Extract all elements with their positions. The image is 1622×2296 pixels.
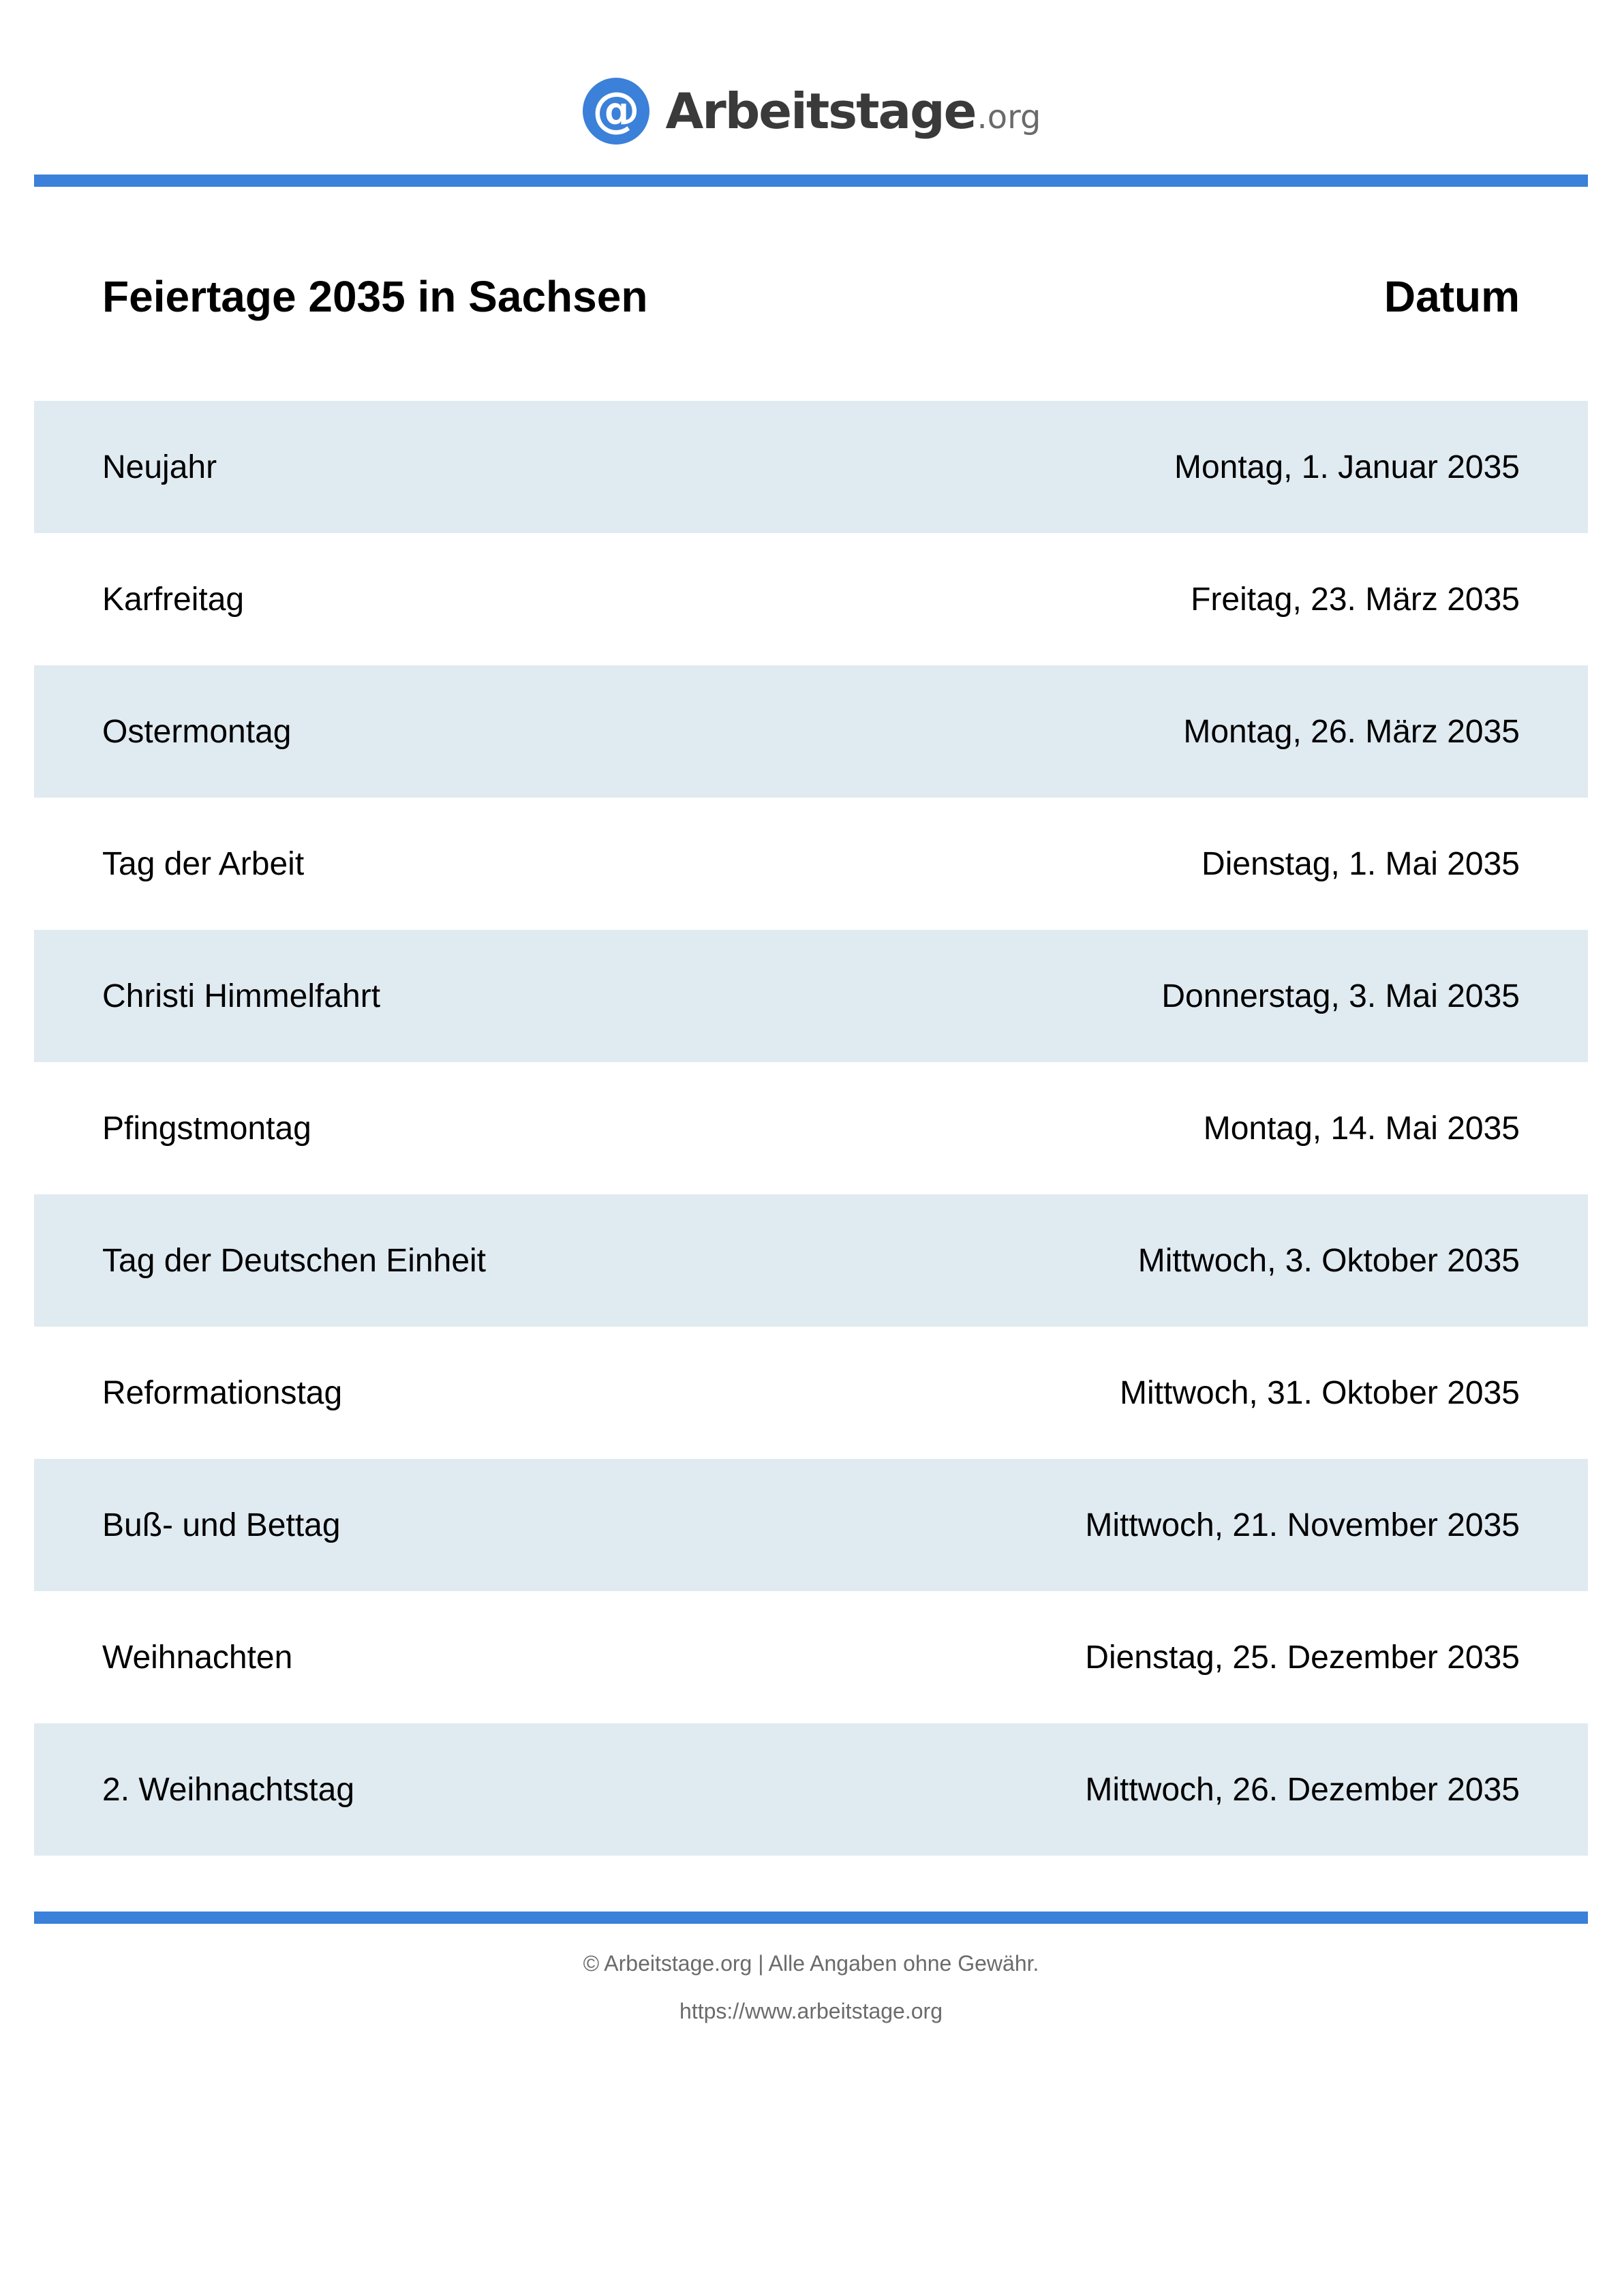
table-row bbox=[34, 798, 1588, 930]
footer-copyright: © Arbeitstage.org | Alle Angaben ohne Gewähr. bbox=[583, 1951, 1039, 1976]
table-row bbox=[34, 665, 1588, 798]
table-row bbox=[34, 1062, 1588, 1194]
holiday-date: Freitag, 23. März 2035 bbox=[1191, 581, 1520, 618]
holiday-date: Montag, 14. Mai 2035 bbox=[1203, 1110, 1520, 1147]
holiday-name: Weihnachten bbox=[102, 1639, 293, 1676]
holiday-name: Reformationstag bbox=[102, 1374, 343, 1411]
bottom-divider bbox=[34, 1912, 1588, 1924]
logo-lockup bbox=[581, 76, 1041, 146]
top-divider bbox=[34, 175, 1588, 187]
holiday-date: Dienstag, 25. Dezember 2035 bbox=[1085, 1639, 1520, 1676]
site-logo bbox=[0, 74, 1622, 149]
page-title: Feiertage 2035 in Sachsen bbox=[102, 272, 648, 321]
table-row bbox=[34, 401, 1588, 533]
logo-tld: .org bbox=[977, 98, 1041, 136]
holiday-name: Tag der Deutschen Einheit bbox=[102, 1242, 487, 1279]
holiday-date: Mittwoch, 3. Oktober 2035 bbox=[1137, 1242, 1520, 1279]
holiday-name: Neujahr bbox=[102, 449, 217, 485]
footer-url[interactable]: https://www.arbeitstage.org bbox=[679, 1999, 943, 2023]
table-row bbox=[34, 1327, 1588, 1459]
table-row bbox=[34, 1459, 1588, 1591]
holiday-name: 2. Weihnachtstag bbox=[102, 1771, 355, 1808]
holiday-name: Buß- und Bettag bbox=[102, 1507, 341, 1543]
holiday-name: Karfreitag bbox=[102, 581, 245, 618]
holiday-date: Montag, 26. März 2035 bbox=[1183, 713, 1520, 750]
logo-wordmark bbox=[665, 82, 1041, 140]
holiday-name: Pfingstmontag bbox=[102, 1110, 311, 1147]
holiday-date: Mittwoch, 21. November 2035 bbox=[1085, 1507, 1520, 1543]
table-row bbox=[34, 1194, 1588, 1327]
holiday-name: Tag der Arbeit bbox=[102, 845, 305, 882]
at-sign-icon bbox=[581, 76, 651, 146]
holiday-table bbox=[34, 401, 1588, 1856]
logo-mark-glyph: @ bbox=[592, 82, 640, 138]
table-header bbox=[102, 259, 1520, 334]
table-row bbox=[34, 1723, 1588, 1856]
logo-name: Arbeitstage bbox=[665, 82, 976, 140]
holiday-date: Montag, 1. Januar 2035 bbox=[1174, 449, 1520, 485]
table-row bbox=[34, 533, 1588, 665]
holiday-date: Mittwoch, 31. Oktober 2035 bbox=[1120, 1374, 1520, 1411]
holiday-name: Christi Himmelfahrt bbox=[102, 978, 381, 1014]
holiday-date: Mittwoch, 26. Dezember 2035 bbox=[1085, 1771, 1520, 1808]
holiday-name: Ostermontag bbox=[102, 713, 292, 750]
holiday-date: Dienstag, 1. Mai 2035 bbox=[1202, 845, 1520, 882]
table-row bbox=[34, 1591, 1588, 1723]
holiday-date: Donnerstag, 3. Mai 2035 bbox=[1161, 978, 1520, 1014]
date-column-header: Datum bbox=[1383, 272, 1520, 321]
table-row bbox=[34, 930, 1588, 1062]
